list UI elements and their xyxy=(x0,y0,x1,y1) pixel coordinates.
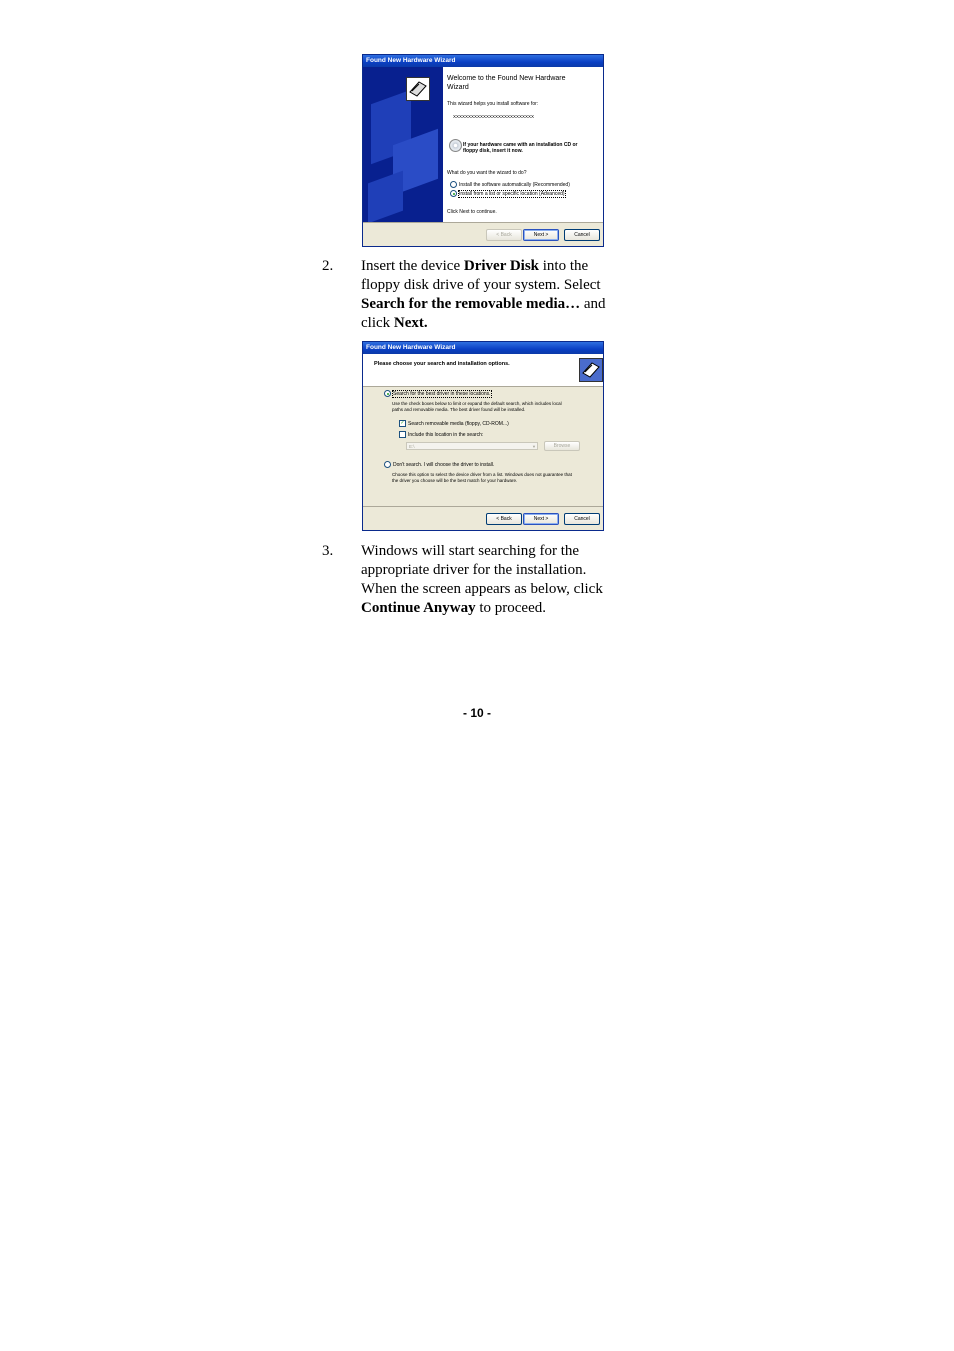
step-3-text xyxy=(361,542,603,618)
next-button[interactable]: Next > xyxy=(523,229,559,241)
radio-install-list[interactable] xyxy=(450,190,457,197)
check-include-location[interactable]: Include this location in the search: xyxy=(399,431,483,438)
wizard-button-bar xyxy=(363,506,603,530)
option-install-list[interactable]: Install from a list or specific location (Advanced) xyxy=(450,190,565,197)
click-next-text: Click Next to continue. xyxy=(447,209,497,215)
cancel-button[interactable]: Cancel xyxy=(564,229,600,241)
step-2-line-4: click Next. xyxy=(361,315,428,331)
step-3-line-2: appropriate driver for the installation. xyxy=(361,562,587,578)
browse-button[interactable]: Browse xyxy=(544,441,580,451)
wizard-body xyxy=(363,387,603,509)
cd-hint: If your hardware came with an installation CD or floppy disk, insert it now. xyxy=(463,142,578,154)
dont-search-description-2: the driver you choose will be the best match for your hardware. xyxy=(392,478,518,483)
dont-search-description-1: Choose this option to select the device driver from a list. Windows does not guarantee that xyxy=(392,472,572,477)
checkbox-include[interactable] xyxy=(399,431,406,438)
device-name: XXXXXXXXXXXXXXXXXXXXXXXXXXX xyxy=(453,114,535,119)
option-dont-search[interactable]: Don't search. I will choose the driver to install. xyxy=(384,461,494,468)
step-number: 2. xyxy=(322,258,334,274)
radio-install-auto[interactable] xyxy=(450,181,457,188)
checkbox-removable[interactable]: ✓ xyxy=(400,420,405,426)
back-button[interactable]: < Back xyxy=(486,229,522,241)
chevron-down-icon: ▼ xyxy=(532,444,536,449)
step-number: 3. xyxy=(322,543,334,559)
back-button[interactable]: < Back xyxy=(486,513,522,525)
wizard-titlebar: Found New Hardware Wizard xyxy=(363,55,603,67)
hardware-icon xyxy=(579,358,603,382)
option-search[interactable]: Search for the best driver in these locations. xyxy=(384,390,491,397)
step-2-text xyxy=(361,257,606,333)
step-3-line-1: Windows will start searching for the xyxy=(361,543,580,559)
option-install-auto[interactable]: Install the software automatically (Recommended) xyxy=(450,181,570,188)
wizard-helps-text: This wizard helps you install software for: xyxy=(447,101,539,107)
wizard-side-panel xyxy=(363,67,443,223)
wizard-header xyxy=(363,354,603,387)
step-2-line-1: Insert the device Driver Disk into the xyxy=(361,258,589,274)
wizard-window-welcome xyxy=(362,54,604,247)
wizard-heading: Welcome to the Found New Hardware Wizard xyxy=(447,75,566,91)
next-button[interactable]: Next > xyxy=(523,513,559,525)
cd-icon xyxy=(449,139,462,152)
location-combobox[interactable]: E:\ ▼ xyxy=(406,442,538,450)
hardware-icon xyxy=(406,77,430,101)
search-description-2: paths and removable media. The best driver found will be installed. xyxy=(392,407,526,412)
radio-search[interactable] xyxy=(384,390,391,397)
check-removable-media[interactable]: ✓ Search removable media (floppy, CD-ROM...) xyxy=(400,420,509,427)
step-2-line-2: floppy disk drive of your system. Select xyxy=(361,277,601,293)
cancel-button[interactable]: Cancel xyxy=(564,513,600,525)
wizard-content xyxy=(443,67,603,223)
radio-dont-search[interactable] xyxy=(384,461,391,468)
step-3-line-4: Continue Anyway to proceed. xyxy=(361,600,546,616)
wizard-heading: Please choose your search and installation options. xyxy=(374,361,510,367)
step-3-line-3: When the screen appears as below, click xyxy=(361,581,603,597)
wizard-titlebar: Found New Hardware Wizard xyxy=(363,342,603,354)
search-description-1: Use the check boxes below to limit or expand the default search, which includes local xyxy=(392,401,562,406)
wizard-window-search-options xyxy=(362,341,604,531)
page-number: - 10 - xyxy=(462,706,491,720)
wizard-question: What do you want the wizard to do? xyxy=(447,170,527,176)
step-2-line-3: Search for the removable media… and xyxy=(361,296,606,312)
wizard-button-bar xyxy=(363,222,603,246)
